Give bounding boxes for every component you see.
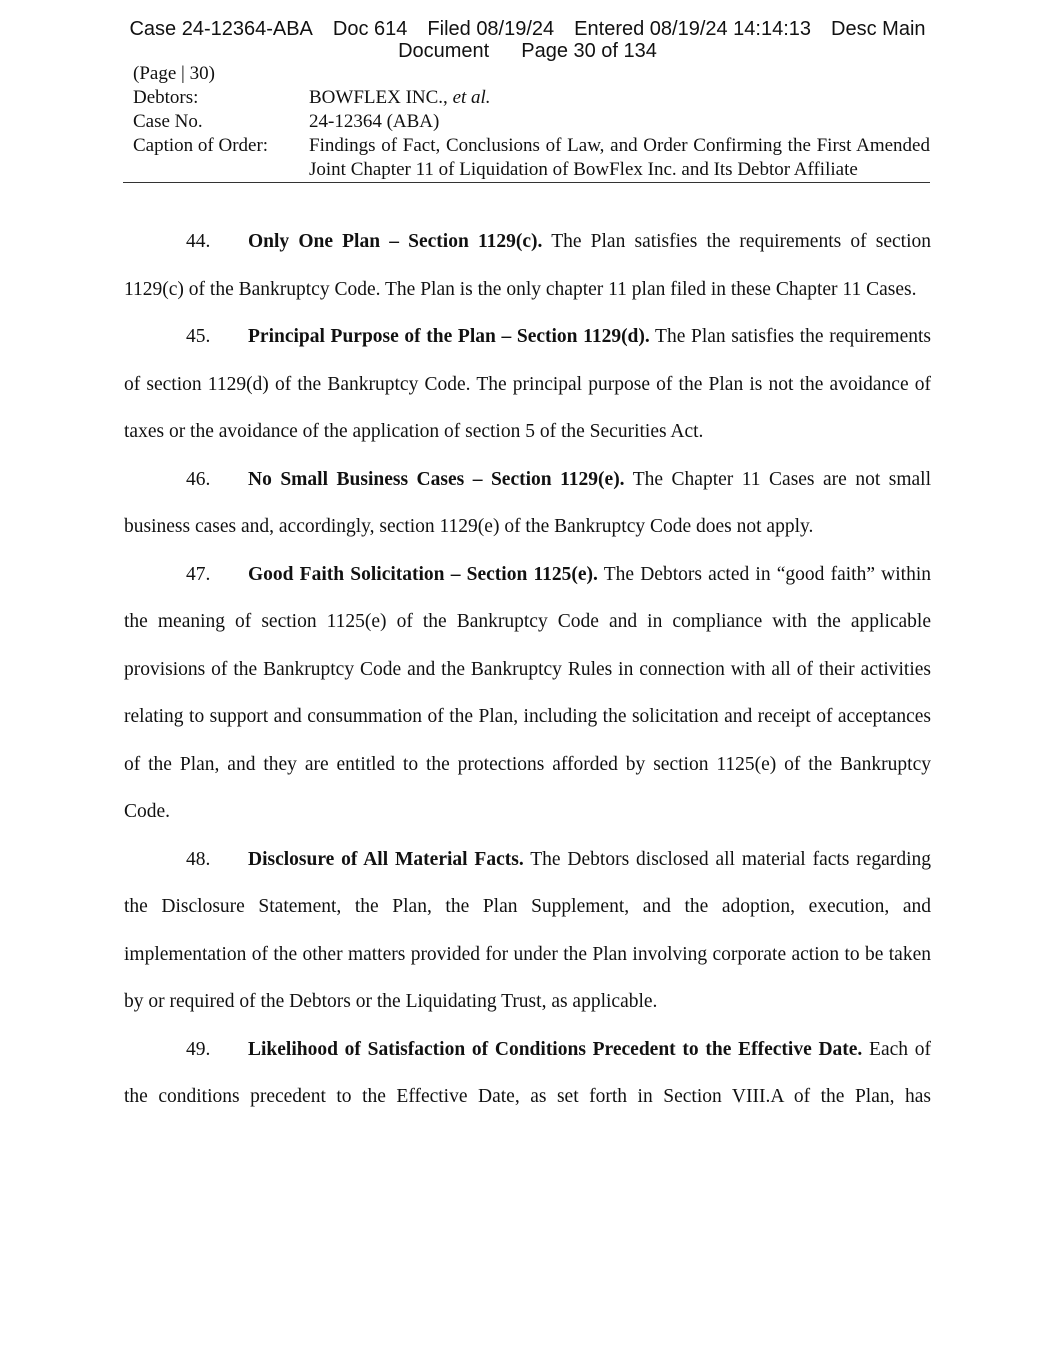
paragraph-number: 47. [186,563,211,585]
paragraph-number: 44. [186,231,211,252]
caption-row-order-caption [123,134,930,182]
paragraph-heading: Only One Plan – Section 1129(c). [248,231,543,252]
ecf-page-count: Page 30 of 134 [521,40,657,62]
caption-row-debtors [123,86,930,110]
debtors-value [309,86,930,110]
ecf-doc-number: Doc 614 [332,18,408,40]
case-no-value: 24-12364 (ABA) [309,111,440,132]
paragraph-heading: Likelihood of Satisfaction of Conditions Precedent to the Effective Date. [248,1038,863,1060]
debtors-name: BOWFLEX INC., [309,87,448,108]
ecf-header-line-1 [0,18,1055,40]
order-caption-block [123,62,930,183]
paragraph-44 [124,218,931,313]
paragraph-number: 49. [186,1038,211,1060]
debtors-label: Debtors: [133,87,199,108]
page-reference: (Page | 30) [133,63,215,84]
paragraph-text: The Debtors disclosed all material facts regarding the Disclosure Statement, the Plan, the Plan Supplement, and the adoption, execution, and implementation of the other matters provided for under the Plan involving corporate action to be taken by or required of the Debtors or the Liquidating Trust, as applicable. [124,848,931,1012]
paragraph-47 [124,551,931,836]
caption-of-order-label: Caption of Order: [133,135,269,156]
debtors-et-al: et al. [452,87,491,108]
paragraph-number: 45. [186,326,211,347]
paragraph-heading: No Small Business Cases – Section 1129(e). [248,468,625,490]
paragraph-number: 48. [186,848,211,870]
ecf-filing-header [0,18,1055,62]
case-no-label: Case No. [133,111,203,132]
paragraph-heading: Principal Purpose of the Plan – Section 1129(d). [248,326,650,347]
caption-of-order-value: Findings of Fact, Conclusions of Law, and Order Confirming the First Amended Joint Chapter 11 of Liquidation of BowFlex Inc. and Its Debtor Affiliate [309,135,930,180]
order-body [124,218,931,1121]
paragraph-text: The Debtors acted in “good faith” within the meaning of section 1125(e) of the Bankruptcy Code and in compliance with the applicable provisions of the Bankruptcy Code and the Bankruptcy Rules in connection with all of their activities relating to support and consummation of the Plan, including the solicitation and receipt of acceptances of the Plan, and they are entitled to the protections afforded by section 1125(e) of the Bankruptcy Code. [124,563,931,822]
ecf-header-line-2 [0,40,1055,62]
paragraph-text: The Chapter 11 Cases are not small business cases and, accordingly, section 1129(e) of the Bankruptcy Code does not apply. [124,468,931,537]
paragraph-heading: Good Faith Solicitation – Section 1125(e). [248,563,598,585]
paragraph-text: The Plan satisfies the requirements of section 1129(d) of the Bankruptcy Code. The principal purpose of the Plan is not the avoidance of taxes or the avoidance of the application of section 5 of the Securities Act. [124,326,931,442]
paragraph-45 [124,313,931,456]
ecf-case-number: Case 24-12364-ABA [129,18,313,40]
paragraph-46 [124,456,931,551]
ecf-entered-date: Entered 08/19/24 14:14:13 [574,18,812,40]
paragraph-text: Each of the conditions precedent to the Effective Date, as set forth in Section VIII.A of the Plan, has [124,1038,931,1107]
ecf-filed-date: Filed 08/19/24 [427,18,555,40]
caption-row-case-no [123,110,930,134]
paragraph-number: 46. [186,468,211,490]
paragraph-text: The Plan satisfies the requirements of section 1129(c) of the Bankruptcy Code. The Plan is the only chapter 11 plan filed in these Chapter 11 Cases. [124,231,931,300]
ecf-document-label: Document [398,40,490,62]
paragraph-heading: Disclosure of All Material Facts. [248,848,524,870]
ecf-description: Desc Main [831,18,926,40]
paragraph-49 [124,1026,931,1121]
paragraph-48 [124,836,931,1026]
